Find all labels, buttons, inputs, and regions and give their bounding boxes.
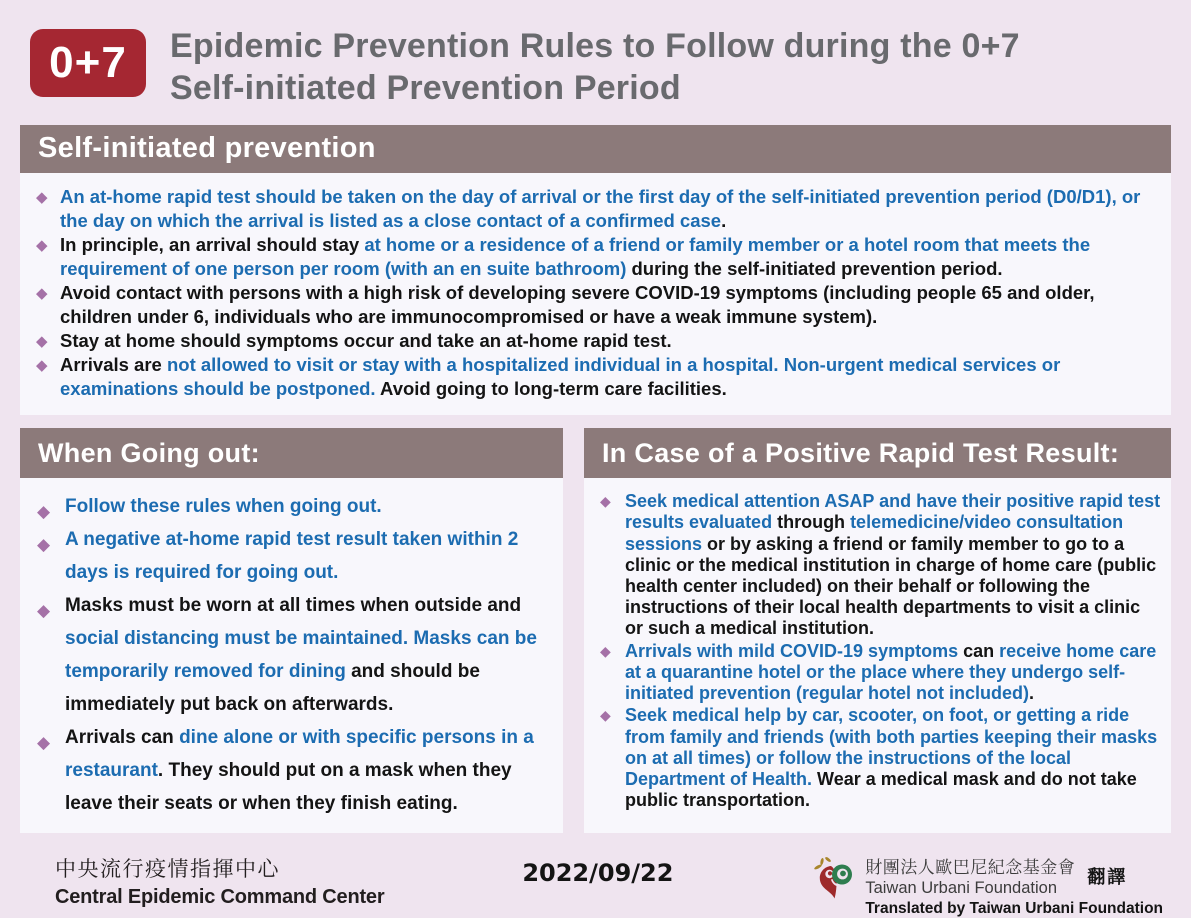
text-segment-normal: Arrivals can: [65, 727, 180, 749]
section-positive-test-header: In Case of a Positive Rapid Test Result:: [584, 428, 1171, 478]
text-segment-normal: . They should put on a mask when they leave their seats or when they finish eating.: [65, 760, 512, 815]
foundation-name-chinese: 財團法人歐巴尼紀念基金會: [865, 858, 1076, 878]
bullet-item: [598, 491, 1161, 640]
bullet-item: [34, 185, 1155, 233]
text-segment-normal: Wear a medical mask and do not take public transportation.: [625, 769, 1137, 811]
column-positive-test: [584, 428, 1171, 833]
org-name-chinese: 中央流行疫情指揮中心: [55, 858, 280, 882]
text-segment-normal: Masks must be worn at all times when outside and: [65, 595, 522, 617]
text-segment-normal: Stay at home should symptoms occur and take an at-home rapid test.: [60, 329, 672, 351]
section-when-going-out-header: When Going out:: [20, 428, 563, 478]
text-segment-highlight: Seek medical attention ASAP and have their positive rapid test results evaluated: [625, 491, 1161, 533]
section-when-going-out-body: [20, 478, 563, 832]
text-segment-highlight: receive home care at a quarantine hotel or the place where they undergo self-initiated prevention (regular hotel not included): [625, 640, 1157, 704]
translate-label: 翻譯: [1087, 866, 1128, 887]
diamond-bullet-icon: ◆: [36, 356, 48, 374]
text-segment-normal: In principle, an arrival should stay: [60, 233, 365, 255]
text-segment-normal: .: [1029, 683, 1035, 704]
self-initiated-prevention-bullet-list: [34, 185, 1155, 401]
text-segment-highlight: telemedicine/video consultation sessions: [625, 512, 1124, 554]
text-segment-highlight: social distancing must be maintained. Masks can be temporarily removed for dining: [65, 628, 537, 683]
diamond-bullet-icon: ◆: [36, 188, 48, 206]
diamond-bullet-icon: ◆: [37, 733, 51, 753]
section-positive-test-body: [584, 478, 1171, 833]
bullet-item: [34, 353, 1155, 401]
footer: [55, 853, 1163, 918]
diamond-bullet-icon: ◆: [37, 535, 51, 555]
foundation-name-row: [865, 853, 1163, 898]
bullet-item: [34, 490, 553, 523]
diamond-bullet-icon: ◆: [600, 707, 611, 724]
text-segment-highlight: Seek medical help by car, scooter, on foot, or getting a ride from family and friends (with both parties keeping their masks on at all times) or follow the instructions of the local Department of Health.: [625, 705, 1158, 790]
text-segment-normal: Avoid going to long-term care facilities.: [375, 378, 727, 399]
publication-date: 2022/09/22: [522, 859, 674, 888]
positive-test-bullet-list: [598, 491, 1161, 812]
text-segment-highlight: Arrivals with mild COVID-19 symptoms: [625, 640, 959, 661]
translation-credit-text: [865, 853, 1163, 918]
bullet-item: [598, 641, 1161, 705]
bullet-item: [34, 281, 1155, 329]
diamond-bullet-icon: ◆: [600, 642, 611, 659]
column-when-going-out: [20, 428, 563, 832]
diamond-bullet-icon: ◆: [37, 502, 51, 522]
text-segment-highlight: not allowed to visit or stay with a hospitalized individual in a hospital. Non-urgent medical services or examinations should be postponed.: [60, 353, 1061, 399]
org-name-english: Central Epidemic Command Center: [55, 886, 385, 909]
bullet-item: [34, 523, 553, 589]
page-title: Epidemic Prevention Rules to Follow during the 0+7 Self-initiated Prevention Period: [170, 27, 1020, 107]
header: [0, 0, 1191, 110]
section-self-initiated-prevention-body: [20, 173, 1171, 415]
translated-by-line: Translated by Taiwan Urbani Foundation: [865, 900, 1163, 918]
text-segment-normal: and should be immediately put back on afterwards.: [65, 661, 480, 716]
diamond-bullet-icon: ◆: [36, 236, 48, 254]
text-segment-highlight: dine alone or with specific persons in a restaurant: [65, 727, 534, 782]
text-segment-highlight: Follow these rules when going out.: [65, 496, 382, 518]
two-column-area: [20, 428, 1171, 833]
bullet-item: [598, 705, 1161, 811]
diamond-bullet-icon: ◆: [36, 332, 48, 350]
text-segment-normal: Avoid contact with persons with a high risk of developing severe COVID-19 symptoms (including people 65 and older, children under 6, individuals who are immunocompromised or have a weak immune system).: [60, 281, 1095, 327]
bullet-item: [34, 589, 553, 721]
translation-credit: [811, 853, 1163, 918]
zero-plus-seven-badge: 0+7: [30, 29, 146, 97]
bullet-item: [34, 233, 1155, 281]
text-segment-normal: .: [721, 209, 727, 231]
bullet-item: [34, 721, 553, 820]
text-segment-normal: Arrivals are: [60, 353, 167, 375]
text-segment-normal: or by asking a friend or family member to go to a clinic or the medical institution in charge of home care (public health center included) on their behalf or following the instructions of their local health departments to visit a clinic or such a medical institution.: [625, 533, 1157, 639]
foundation-names: [865, 853, 1075, 898]
text-segment-highlight: at home or a residence of a friend or family member or a hotel room that meets the requirement of one person per room (with an en suite bathroom): [60, 233, 1091, 279]
diamond-bullet-icon: ◆: [37, 601, 51, 621]
when-going-out-bullet-list: [34, 490, 553, 820]
issuing-organization: [55, 853, 384, 909]
diamond-bullet-icon: ◆: [600, 493, 611, 510]
section-self-initiated-prevention-header: Self-initiated prevention: [20, 125, 1171, 173]
text-segment-highlight: An at-home rapid test should be taken on the day of arrival or the first day of the self-initiated prevention period (D0/D1), or the day on which the arrival is listed as a close contact of a confirmed case: [60, 185, 1141, 231]
urbani-foundation-logo-icon: [811, 855, 857, 906]
text-segment-normal: during the self-initiated prevention period.: [626, 257, 1003, 279]
text-segment-highlight: A negative at-home rapid test result taken within 2 days is required for going out.: [65, 529, 519, 584]
bullet-item: [34, 329, 1155, 353]
diamond-bullet-icon: ◆: [36, 284, 48, 302]
text-segment-normal: can: [958, 640, 1000, 661]
text-segment-normal: through: [772, 512, 851, 533]
foundation-name-english: Taiwan Urbani Foundation: [865, 879, 1058, 898]
